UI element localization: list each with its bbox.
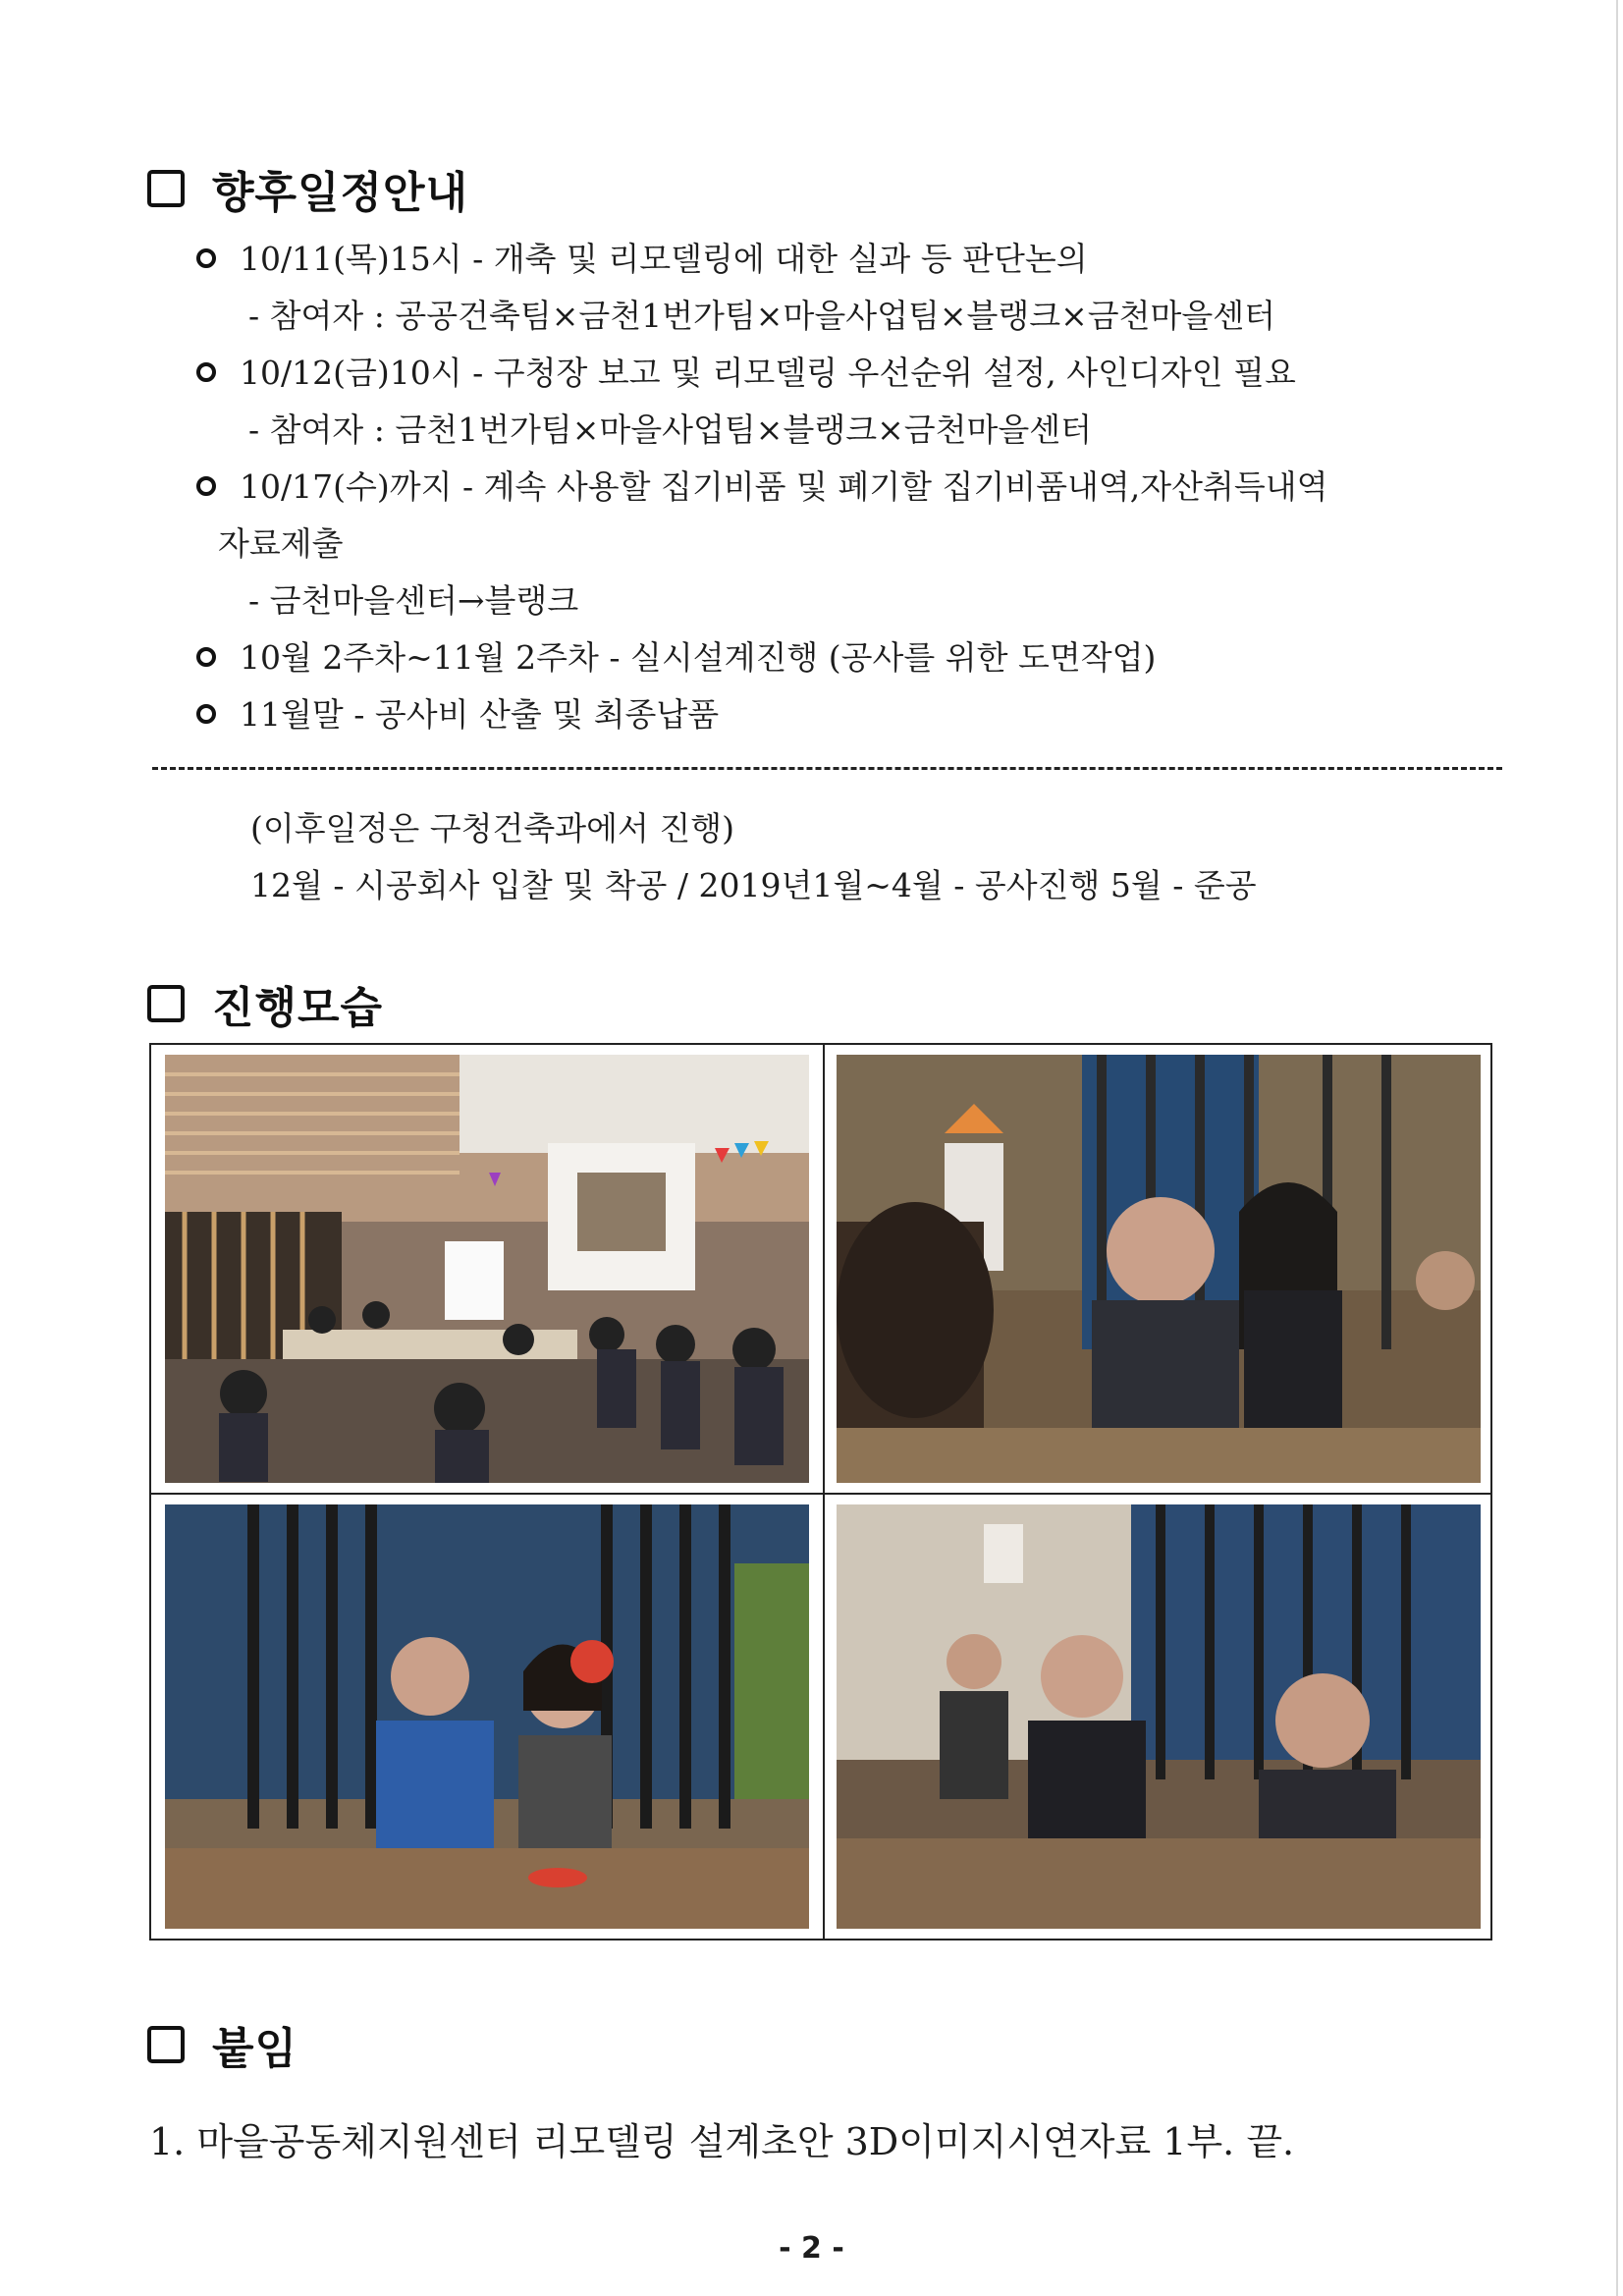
two-attendees-photo (165, 1504, 809, 1929)
schedule-heading (147, 157, 468, 220)
circle-bullet-icon (196, 248, 216, 268)
circle-bullet-icon (196, 476, 216, 496)
circle-bullet-icon (196, 647, 216, 667)
schedule-item-3-sub: - 금천마을센터→블랭크 (248, 581, 579, 620)
attachment-title: 붙임 (212, 2024, 298, 2074)
schedule-item-4: 10월 2주차~11월 2주차 - 실시설계진행 (공사를 위한 도면작업) (196, 632, 1156, 679)
circle-bullet-icon (196, 362, 216, 382)
schedule-item-2-sub: - 참여자 : 금천1번가팀×마을사업팀×블랭크×금천마을센터 (248, 410, 1093, 449)
circle-bullet-icon (196, 704, 216, 724)
schedule-item-2: 10/12(금)10시 - 구청장 보고 및 리모델링 우선순위 설정, 사인디자인 필요 (196, 348, 1296, 394)
page-number: - 2 - (779, 2231, 844, 2266)
progress-title: 진행모습 (212, 983, 384, 1033)
progress-heading (147, 972, 383, 1035)
dashed-divider (152, 767, 1502, 770)
participants-discussion-photo (837, 1055, 1481, 1483)
schedule-item-3-cont: 자료제출 (218, 524, 344, 563)
checkbox-icon (147, 2026, 185, 2063)
after-note: (이후일정은 구청건축과에서 진행) (250, 809, 735, 847)
schedule-item-1: 10/11(목)15시 - 개축 및 리모델링에 대한 실과 등 판단논의 (196, 234, 1088, 280)
attendees-listening-photo (837, 1504, 1481, 1929)
schedule-item-1-sub: - 참여자 : 공공건축팀×금천1번가팀×마을사업팀×블랭크×금천마을센터 (248, 297, 1276, 335)
schedule-item-5: 11월말 - 공사비 산출 및 최종납품 (196, 689, 719, 736)
page-edge (1616, 0, 1618, 2296)
checkbox-icon (147, 170, 185, 207)
grid-divider (823, 1045, 825, 1939)
photo-grid (149, 1043, 1492, 1941)
schedule-title: 향후일정안내 (212, 168, 469, 218)
attachment-line: 1. 마을공동체지원센터 리모델링 설계초안 3D이미지시연자료 1부. 끝. (149, 2120, 1295, 2163)
grid-divider (151, 1493, 1490, 1495)
meeting-room-projector-photo (165, 1055, 809, 1483)
after-line: 12월 - 시공회사 입찰 및 착공 / 2019년1월~4월 - 공사진행 5월 - 준공 (250, 866, 1257, 904)
checkbox-icon (147, 985, 185, 1022)
attachment-heading (147, 2013, 298, 2076)
schedule-item-3: 10/17(수)까지 - 계속 사용할 집기비품 및 폐기할 집기비품내역,자산취득내역 (196, 462, 1328, 508)
